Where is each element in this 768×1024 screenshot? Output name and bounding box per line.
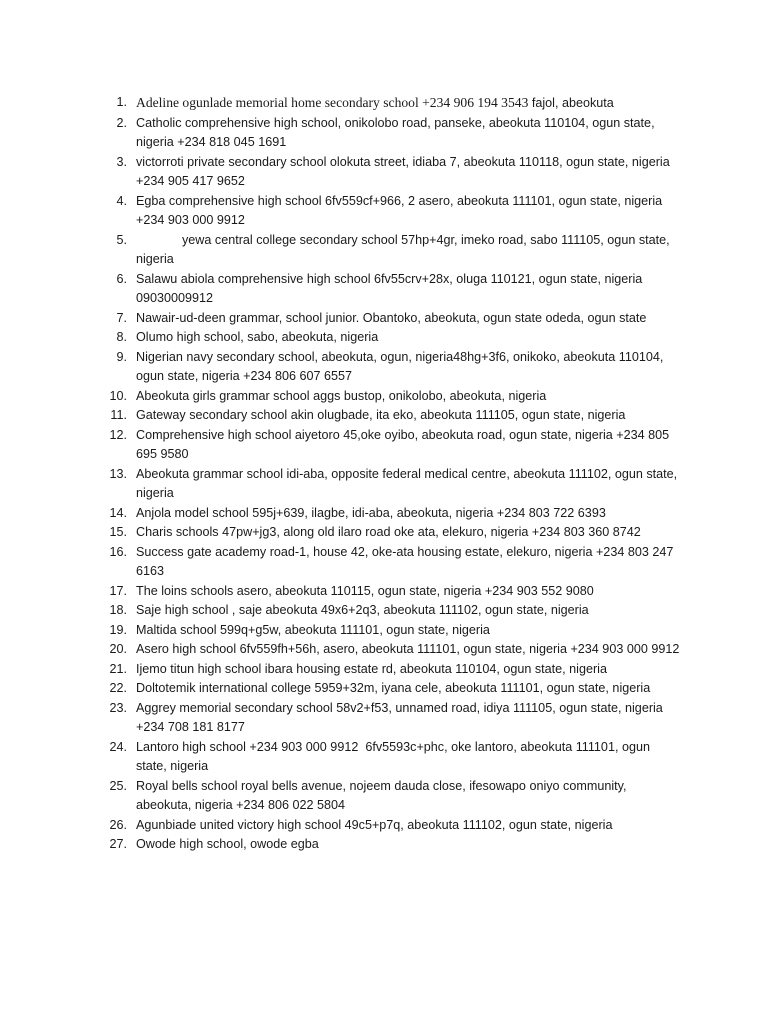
item-number: 9.: [116, 349, 127, 364]
item-text: yewa central college secondary school 57hp+4gr, imeko road, sabo 111105, ogun state, nigeria: [136, 232, 670, 266]
item-number: 21.: [109, 661, 127, 676]
list-item: [101, 426, 681, 465]
school-list: [101, 93, 681, 855]
item-text: Abeokuta girls grammar school aggs bustop, onikolobo, abeokuta, nigeria: [136, 388, 547, 403]
item-number: 1.: [116, 95, 127, 109]
item-text: Adeline ogunlade memorial home secondary school +234 906 194 3543: [136, 95, 529, 110]
list-item: [101, 270, 681, 309]
item-number: 10.: [109, 388, 127, 403]
item-text: Comprehensive high school aiyetoro 45,oke oyibo, abeokuta road, ogun state, nigeria +234 805 695 9580: [136, 427, 670, 461]
item-text: Lantoro high school +234 903 000 9912 6fv5593c+phc, oke lantoro, abeokuta 111101, ogun state, nigeria: [136, 739, 654, 773]
item-number: 17.: [109, 583, 127, 598]
list-item: [101, 816, 681, 836]
item-text: Owode high school, owode egba: [136, 837, 319, 851]
item-text: Doltotemik international college 5959+32m, iyana cele, abeokuta 111101, ogun state, nigeria: [136, 681, 651, 695]
item-text: Anjola model school 595j+639, ilagbe, idi-aba, abeokuta, nigeria +234 803 722 6393: [136, 505, 606, 520]
item-number: 26.: [109, 817, 127, 832]
list-item: [101, 640, 681, 660]
item-text: victorroti private secondary school olokuta street, idiaba 7, abeokuta 110118, ogun state, nigeria +234 905 417 9652: [136, 154, 681, 188]
item-text: Success gate academy road-1, house 42, oke-ata housing estate, elekuro, nigeria +234 803 247 6163: [136, 544, 674, 578]
item-text: Ijemo titun high school ibara housing estate rd, abeokuta 110104, ogun state, nigeria: [136, 661, 607, 676]
list-item: [101, 153, 681, 192]
item-text: Asero high school 6fv559fh+56h, asero, abeokuta 111101, ogun state, nigeria +234 903 000 9912: [136, 642, 680, 656]
item-number: 8.: [116, 330, 127, 344]
item-number: 23.: [109, 700, 127, 715]
list-item: [101, 699, 681, 738]
item-number: 19.: [109, 622, 127, 637]
item-text: Royal bells school royal bells avenue, nojeem dauda close, ifesowapo oniyo community, abeokuta, nigeria +234 806 022 5804: [136, 778, 627, 812]
item-number: 11.: [110, 408, 127, 422]
list-item: [101, 387, 681, 407]
list-item: [101, 582, 681, 602]
list-item: [101, 328, 681, 348]
item-text: Nawair-ud-deen grammar, school junior. Obantoko, abeokuta, ogun state odeda, ogun state: [136, 310, 647, 325]
item-text: Gateway secondary school akin olugbade, ita eko, abeokuta 111105, ogun state, nigeria: [136, 408, 626, 422]
list-item: [101, 348, 681, 387]
item-text: Catholic comprehensive high school, onikolobo road, panseke, abeokuta 110104, ogun state, nigeria +234 818 045 1691: [136, 115, 655, 149]
item-text: Abeokuta grammar school idi-aba, opposite federal medical centre, abeokuta 111102, ogun state, nigeria: [136, 466, 678, 500]
list-item: [101, 601, 681, 621]
list-item: [101, 93, 681, 114]
item-number: 6.: [116, 271, 127, 286]
item-text: Nigerian navy secondary school, abeokuta, ogun, nigeria48hg+3f6, onikoko, abeokuta 110104, ogun state, nigeria +234 806 607 6557: [136, 349, 664, 383]
item-text: Egba comprehensive high school 6fv559cf+966, 2 asero, abeokuta 111101, ogun state, nigeria +234 903 000 9912: [136, 193, 663, 227]
item-text: Salawu abiola comprehensive high school 6fv55crv+28x, oluga 110121, ogun state, nigeria 09030009912: [136, 271, 643, 305]
item-text: Saje high school , saje abeokuta 49x6+2q3, abeokuta 111102, ogun state, nigeria: [136, 603, 589, 617]
item-number: 5.: [116, 232, 127, 247]
item-text: Maltida school 599q+g5w, abeokuta 111101, ogun state, nigeria: [136, 622, 490, 637]
list-item: [101, 231, 681, 270]
item-number: 27.: [109, 837, 127, 851]
list-item: [101, 192, 681, 231]
item-number: 25.: [109, 778, 127, 793]
list-item: [101, 738, 681, 777]
item-number: 15.: [109, 525, 127, 539]
item-text: Charis schools 47pw+jg3, along old ilaro road oke ata, elekuro, nigeria +234 803 360 8742: [136, 525, 641, 539]
item-text: The loins schools asero, abeokuta 110115, ogun state, nigeria +234 903 552 9080: [136, 583, 594, 598]
list-item: [101, 679, 681, 699]
item-number: 7.: [116, 310, 127, 325]
item-number: 13.: [109, 466, 127, 481]
item-number: 18.: [109, 603, 127, 617]
list-item: [101, 309, 681, 329]
list-item: [101, 543, 681, 582]
list-item: [101, 465, 681, 504]
list-item: [101, 777, 681, 816]
item-number: 20.: [109, 642, 127, 656]
list-item: [101, 660, 681, 680]
list-item: [101, 114, 681, 153]
item-number: 24.: [109, 739, 127, 754]
item-number: 22.: [109, 681, 127, 695]
list-item: [101, 504, 681, 524]
item-number: 12.: [109, 427, 127, 442]
list-item: [101, 406, 681, 426]
list-item: [101, 835, 681, 855]
item-text: Olumo high school, sabo, abeokuta, nigeria: [136, 330, 379, 344]
item-number: 2.: [116, 115, 127, 130]
item-number: 4.: [116, 193, 127, 208]
list-item: [101, 621, 681, 641]
item-text: Aggrey memorial secondary school 58v2+f53, unnamed road, idiya 111105, ogun state, nigeria +234 708 181 8177: [136, 700, 663, 734]
item-number: 16.: [109, 544, 127, 559]
item-text: Agunbiade united victory high school 49c5+p7q, abeokuta 111102, ogun state, nigeria: [136, 817, 613, 832]
item-number: 3.: [116, 154, 127, 169]
item-text-extra: fajol, abeokuta: [528, 96, 614, 110]
list-item: [101, 523, 681, 543]
item-number: 14.: [109, 505, 127, 520]
